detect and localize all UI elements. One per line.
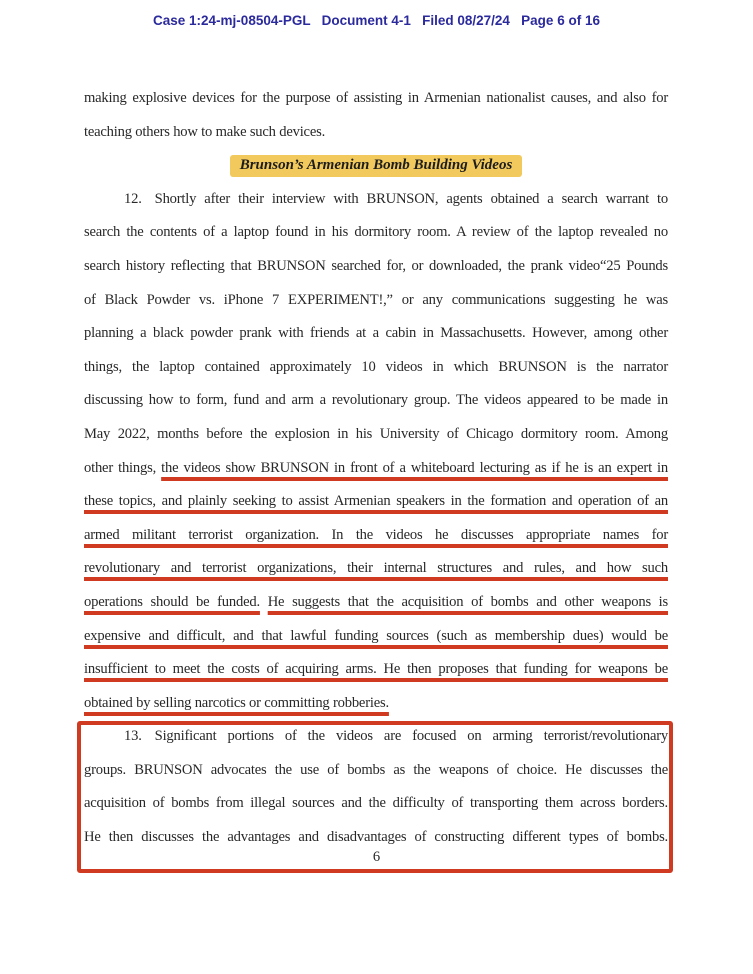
red-underlined-text: operations should be funded. (84, 593, 260, 610)
body-text: other things, (84, 459, 157, 476)
body-text: teaching others how to make such devices. (84, 123, 326, 140)
red-underlined-text: insufficient to meet the costs of acquiring arms. He then proposes that funding for weapons be (84, 661, 668, 678)
body-text: search the contents of a laptop found in his dormitory room. A review of the laptop revealed no (84, 224, 668, 241)
body-text: groups. BRUNSON advocates the use of bombs as the weapons of choice. He discusses the (84, 761, 668, 778)
document-line (84, 384, 668, 418)
red-underlined-text: He suggests that the acquisition of bombs and other weapons is (267, 593, 669, 610)
document-line (84, 519, 668, 553)
document-line (84, 754, 668, 788)
body-text: He then discusses the advantages and disadvantages of constructing different types of bombs. (84, 829, 668, 846)
body-text: discussing how to form, fund and arm a revolutionary group. The videos appeared to be made in (84, 392, 668, 409)
red-underlined-text: obtained by selling narcotics or committing robberies. (84, 694, 389, 711)
document-line (84, 720, 668, 754)
page-number: 6 (372, 849, 381, 865)
body-text: of Black Powder vs. iPhone 7 EXPERIMENT!,” or any communications suggesting he was (84, 291, 668, 308)
body-text: search history reflecting that BRUNSON searched for, or downloaded, the prank video“25 Pounds (84, 257, 668, 274)
document-line (84, 485, 668, 519)
document-line (84, 183, 668, 217)
paragraph-number: 13. (124, 728, 142, 745)
document-line (84, 216, 668, 250)
document-line (84, 82, 668, 116)
document-body (84, 82, 668, 855)
document-line (84, 351, 668, 385)
document-line (84, 787, 668, 821)
document-line (84, 284, 668, 318)
document-line (84, 586, 668, 620)
court-stamp-header: Case 1:24-mj-08504-PGL Document 4-1 Filed 08/27/24 Page 6 of 16 (153, 13, 600, 28)
body-text: Shortly after their interview with BRUNSON, agents obtained a search warrant to (154, 190, 668, 207)
red-underlined-text: the videos show BRUNSON in front of a whiteboard lecturing as if he is an expert in (161, 459, 668, 476)
document-line (84, 452, 668, 486)
body-text: things, the laptop contained approximately 10 videos in which BRUNSON is the narrator (84, 358, 668, 375)
document-line (84, 620, 668, 654)
body-text: planning a black powder prank with friends at a cabin in Massachusetts. However, among other (84, 325, 668, 342)
document-line (84, 250, 668, 284)
paragraph-number: 12. (124, 190, 142, 207)
document-line (84, 687, 668, 721)
document-line (84, 653, 668, 687)
section-heading-highlight: Brunson’s Armenian Bomb Building Videos (230, 155, 523, 177)
document-line (84, 317, 668, 351)
document-line (84, 418, 668, 452)
body-text: making explosive devices for the purpose of assisting in Armenian nationalist causes, and also for (84, 90, 668, 106)
red-underlined-text: expensive and difficult, and that lawful funding sources (such as membership dues) would be (84, 627, 668, 644)
body-text: Significant portions of the videos are focused on arming terrorist/revolutionary (154, 728, 668, 745)
section-heading-line (84, 149, 668, 183)
body-text: acquisition of bombs from illegal sources and the difficulty of transporting them across borders. (84, 795, 668, 812)
red-underlined-text: these topics, and plainly seeking to assist Armenian speakers in the formation and operation of an (84, 493, 668, 510)
document-line (84, 552, 668, 586)
body-text: May 2022, months before the explosion in his University of Chicago dormitory room. Among (84, 425, 668, 442)
red-underlined-text: armed militant terrorist organization. In the videos he discusses appropriate names for (84, 526, 668, 543)
red-underlined-text: revolutionary and terrorist organizations, their internal structures and rules, and how such (84, 560, 668, 577)
document-line (84, 116, 668, 150)
